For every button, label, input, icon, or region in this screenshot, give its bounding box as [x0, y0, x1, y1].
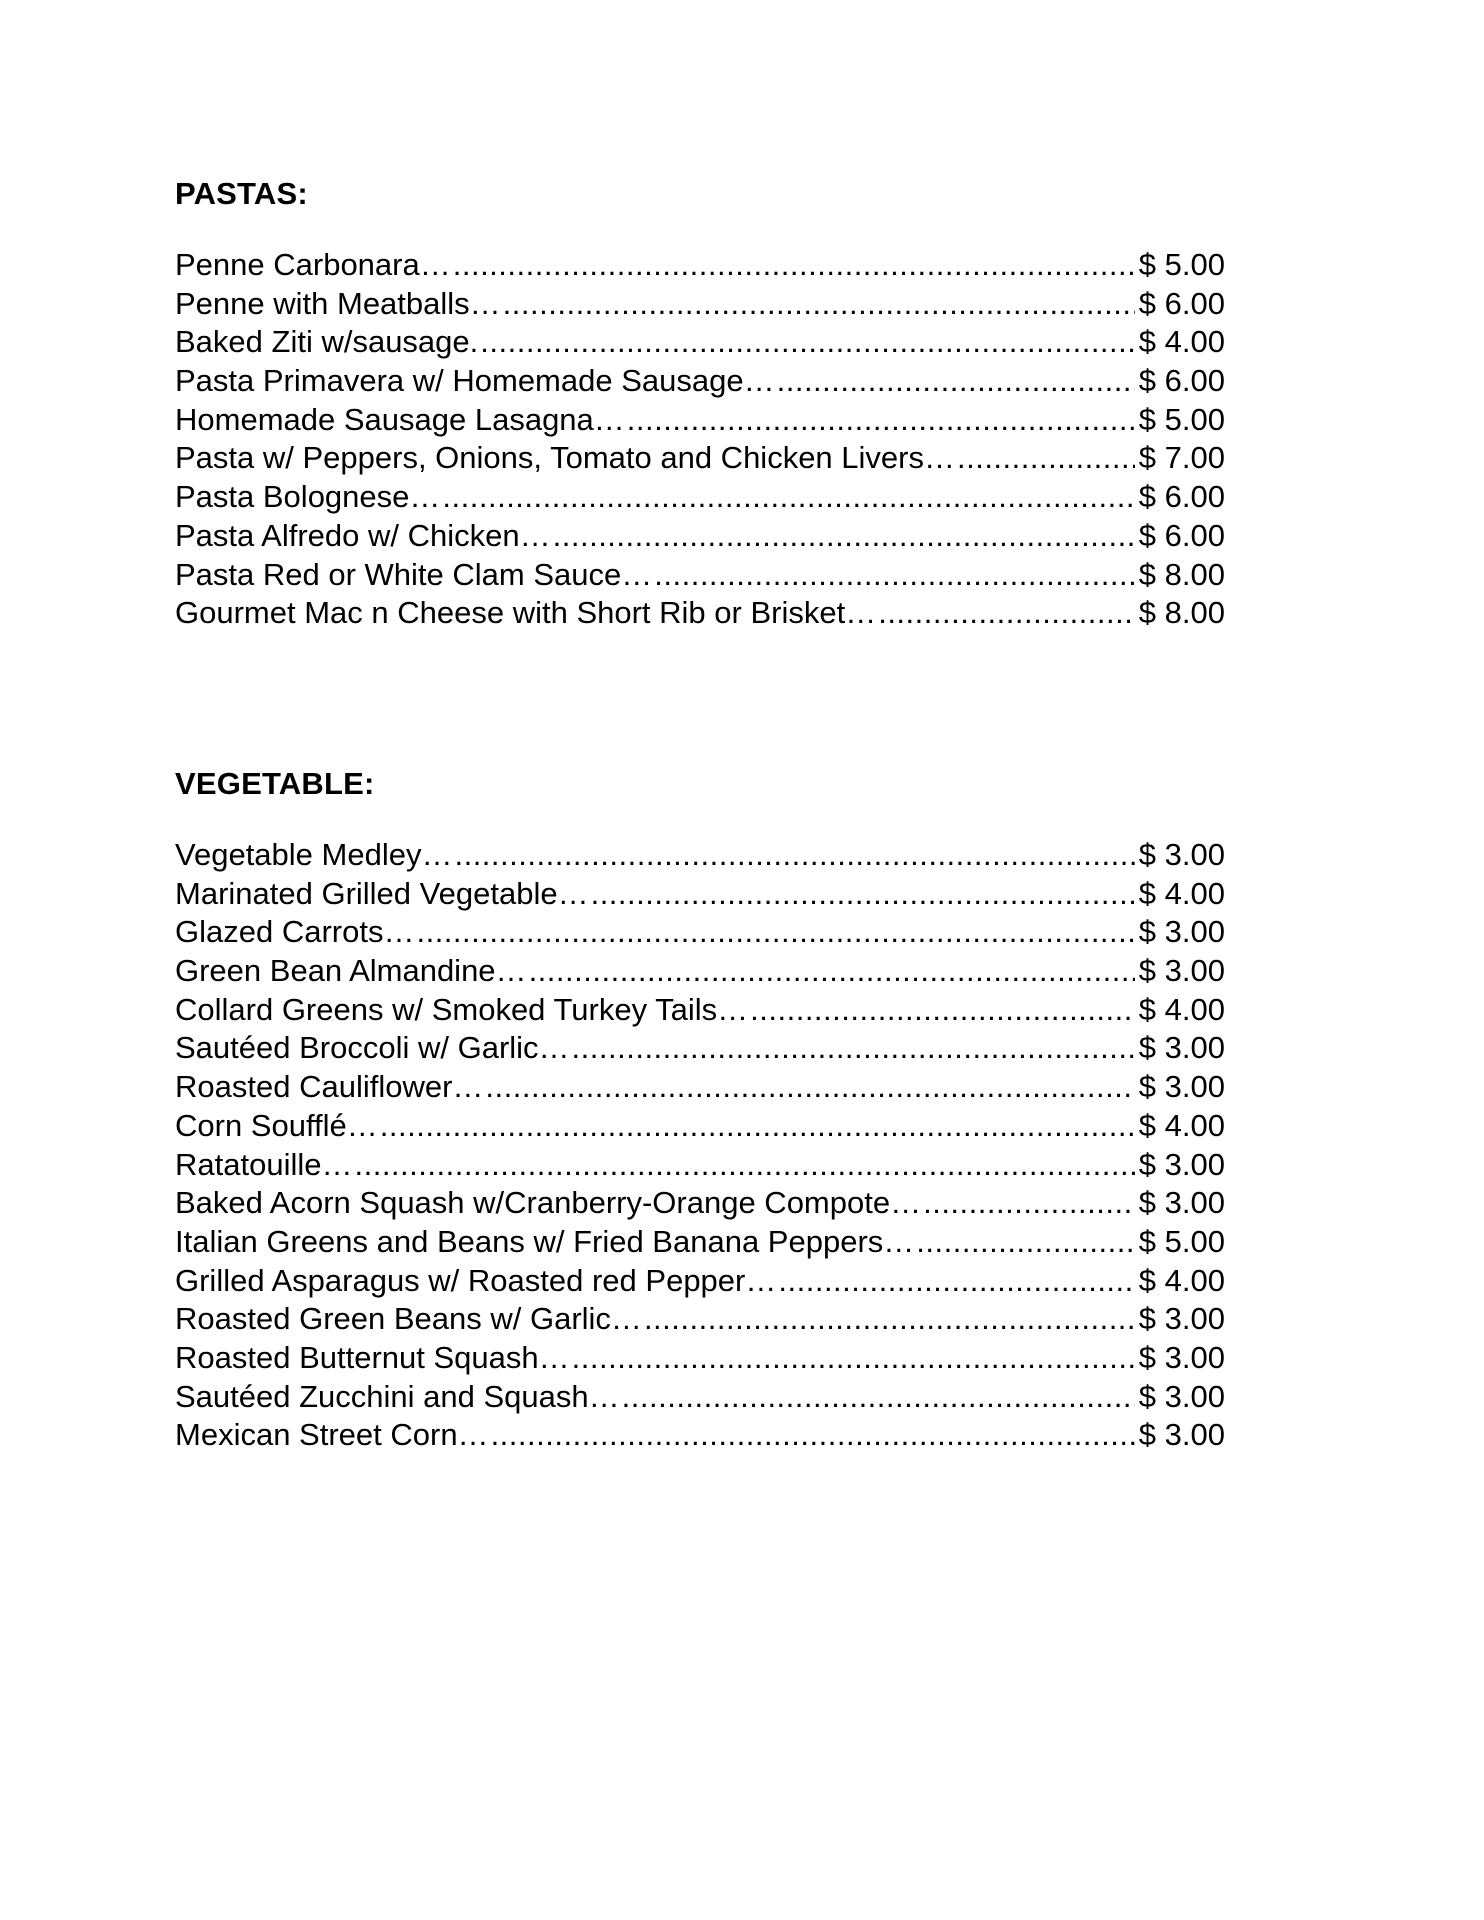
item-price: $ 6.00: [1138, 285, 1225, 321]
dot-leader: [503, 285, 1135, 324]
menu-item: [175, 1416, 1225, 1455]
dot-leader: [627, 401, 1135, 440]
dot-leader: [380, 1107, 1135, 1146]
menu-item: [175, 1146, 1225, 1185]
item-name: Penne Carbonara…: [175, 247, 451, 282]
menu-item: [175, 1300, 1225, 1339]
item-price: $ 4.00: [1138, 1262, 1225, 1298]
menu-item: [175, 478, 1225, 517]
menu-list: [175, 836, 1225, 1455]
item-price: $ 5.00: [1138, 401, 1225, 437]
item-name: Gourmet Mac n Cheese with Short Rib or Brisket…: [175, 595, 877, 631]
menu-item: [175, 836, 1225, 875]
item-name: Ratatouille…: [175, 1146, 353, 1182]
item-price: $ 4.00: [1138, 991, 1225, 1027]
item-name: Corn Soufflé…: [175, 1107, 378, 1143]
item-price: $ 8.00: [1138, 595, 1225, 631]
menu-item: [175, 517, 1225, 556]
menu-item: [175, 952, 1225, 991]
menu-item: [175, 1378, 1225, 1417]
dot-leader: [553, 517, 1135, 556]
dot-leader: [572, 1339, 1135, 1378]
item-name: Vegetable Medley…: [175, 837, 453, 872]
menu-item: [175, 991, 1225, 1030]
item-name: Sautéed Zucchini and Squash…: [175, 1378, 620, 1414]
item-name: Mexican Street Corn…: [175, 1417, 489, 1453]
item-name: Pasta Bolognese…: [175, 479, 441, 515]
item-price: $ 6.00: [1138, 479, 1225, 515]
dot-leader: [777, 362, 1135, 401]
item-name: Grilled Asparagus w/ Roasted red Pepper…: [175, 1262, 777, 1298]
menu-item: [175, 285, 1225, 324]
vegetable-section: [175, 762, 1225, 1455]
pastas-section: [175, 172, 1225, 633]
item-price: $ 4.00: [1138, 875, 1225, 911]
item-name: Baked Acorn Squash w/Cranberry-Orange Compote…: [175, 1185, 922, 1221]
section-heading: PASTAS:: [175, 176, 308, 211]
menu-list: [175, 246, 1225, 633]
dot-leader: [750, 991, 1135, 1030]
menu-item: [175, 1068, 1225, 1107]
dot-leader: [878, 594, 1135, 633]
item-name: Pasta w/ Peppers, Onions, Tomato and Chicken Livers…: [175, 440, 955, 476]
item-name: Baked Ziti w/sausage.: [175, 324, 479, 360]
dot-leader: [442, 478, 1134, 517]
menu-item: [175, 913, 1225, 952]
item-name: Roasted Cauliflower…: [175, 1069, 484, 1105]
menu-item: [175, 323, 1225, 362]
dot-leader: [778, 1262, 1134, 1301]
dot-leader: [644, 1300, 1135, 1339]
item-price: $ 8.00: [1138, 556, 1225, 592]
dot-leader: [916, 1223, 1135, 1262]
menu-item: [175, 439, 1225, 478]
menu-item: [175, 875, 1225, 914]
dot-leader: [354, 1146, 1134, 1185]
item-name: Sautéed Broccoli w/ Garlic…: [175, 1030, 570, 1066]
menu-item: [175, 1107, 1225, 1146]
item-price: $ 6.00: [1138, 363, 1225, 399]
item-price: $ 3.00: [1138, 837, 1225, 872]
dot-leader: [491, 1416, 1135, 1455]
item-price: $ 3.00: [1138, 1417, 1225, 1453]
item-name: Roasted Green Beans w/ Garlic…: [175, 1301, 642, 1337]
item-name: Green Bean Almandine…: [175, 953, 527, 989]
item-name: Italian Greens and Beans w/ Fried Banana Peppers…: [175, 1223, 915, 1259]
item-name: Penne with Meatballs…: [175, 285, 501, 321]
dot-leader: [572, 1029, 1135, 1068]
dot-leader: [957, 439, 1135, 478]
item-name: Roasted Butternut Squash…: [175, 1339, 570, 1375]
dot-leader: [480, 323, 1135, 362]
item-name: Pasta Primavera w/ Homemade Sausage…: [175, 363, 775, 399]
dot-leader: [622, 1378, 1135, 1417]
dot-leader: [923, 1184, 1135, 1223]
item-price: $ 5.00: [1138, 247, 1225, 282]
item-price: $ 3.00: [1138, 1339, 1225, 1375]
menu-item: [175, 1262, 1225, 1301]
item-price: $ 6.00: [1138, 517, 1225, 553]
dot-leader: [654, 556, 1135, 595]
menu-item: [175, 594, 1225, 633]
item-price: $ 3.00: [1138, 914, 1225, 950]
item-price: $ 3.00: [1138, 1378, 1225, 1414]
menu-item: [175, 362, 1225, 401]
dot-leader: [453, 246, 1135, 285]
item-name: Glazed Carrots…: [175, 914, 415, 950]
item-price: $ 4.00: [1138, 1107, 1225, 1143]
item-price: $ 3.00: [1138, 1069, 1225, 1105]
item-name: Homemade Sausage Lasagna…: [175, 401, 625, 437]
item-price: $ 3.00: [1138, 1185, 1225, 1221]
menu-item: [175, 1029, 1225, 1068]
item-name: Pasta Alfredo w/ Chicken…: [175, 517, 551, 553]
item-name: Pasta Red or White Clam Sauce…: [175, 556, 653, 592]
menu-item: [175, 401, 1225, 440]
item-price: $ 3.00: [1138, 953, 1225, 989]
item-name: Collard Greens w/ Smoked Turkey Tails…: [175, 991, 749, 1027]
dot-leader: [454, 836, 1134, 875]
menu-item: [175, 246, 1225, 285]
item-price: $ 3.00: [1138, 1030, 1225, 1066]
item-name: Marinated Grilled Vegetable…: [175, 875, 589, 911]
dot-leader: [529, 952, 1135, 991]
item-price: $ 3.00: [1138, 1301, 1225, 1337]
item-price: $ 4.00: [1138, 324, 1225, 360]
section-heading: VEGETABLE:: [175, 766, 375, 801]
item-price: $ 5.00: [1138, 1223, 1225, 1259]
menu-item: [175, 1223, 1225, 1262]
dot-leader: [416, 913, 1134, 952]
menu-item: [175, 556, 1225, 595]
dot-leader: [485, 1068, 1134, 1107]
menu-item: [175, 1339, 1225, 1378]
dot-leader: [591, 875, 1135, 914]
item-price: $ 3.00: [1138, 1146, 1225, 1182]
menu-item: [175, 1184, 1225, 1223]
item-price: $ 7.00: [1138, 440, 1225, 476]
